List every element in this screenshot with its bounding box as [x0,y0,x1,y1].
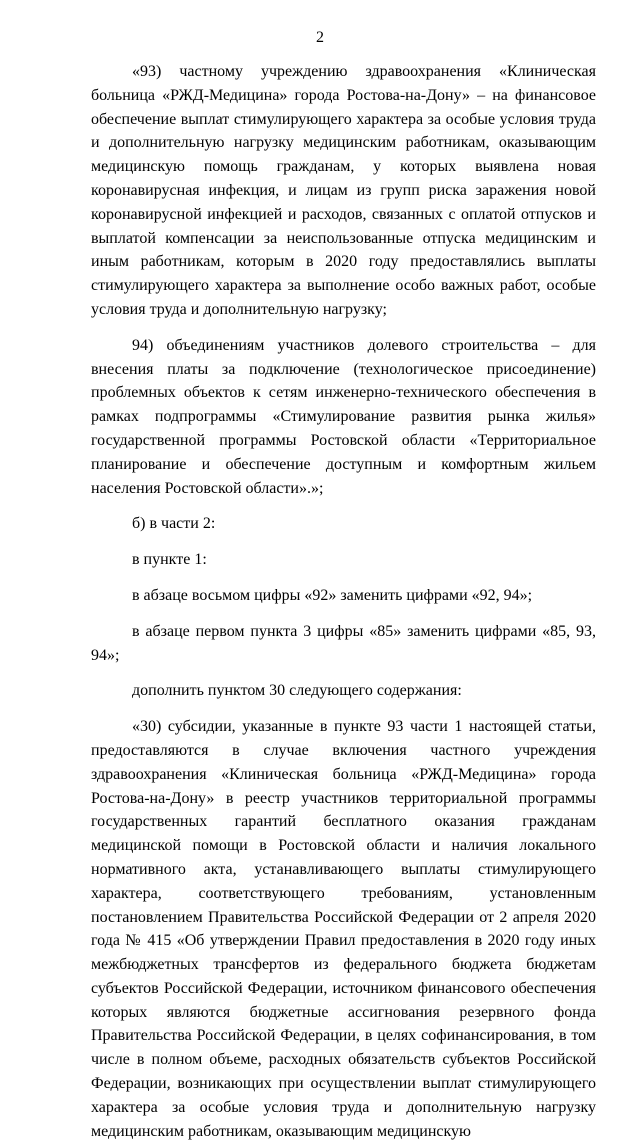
paragraph-amend-92: в абзаце восьмом цифры «92» заменить цифрами «92, 94»; [132,586,533,604]
paragraph-part-2: б) в части 2: [132,515,216,533]
paragraph-add-point-30: дополнить пунктом 30 следующего содержания: [132,682,462,700]
page-number: 2 [316,29,324,46]
paragraph-amend-85: в абзаце первом пункта 3 цифры «85» заменить цифрами «85, 93, 94»; [91,622,596,664]
paragraph-item-94: 94) объединениям участников долевого строительства – для внесения платы за подключение (технологическое присоединение) проблемных объектов к сетям инженерно-технического обеспечения в рамках подпрограммы «Стимулирование развития рынка жилья» государственной программы Ростовской области «Территориальное планирование и обеспечение доступным и комфортным жильем населения Ростовской области».»; [91,336,596,497]
paragraph-point-30: «30) субсидии, указанные в пункте 93 части 1 настоящей статьи, предоставляются в случае включения частного учреждения здравоохранения «Клиническая больница «РЖД-Медицина» города Ростова-на-Дону» в реестр участников территориальной программы государственных гарантий бесплатного оказания гражданам медицинской помощи в Ростовской области и наличия локального нормативного акта, устанавливающего выплаты стимулирующего характера, соответствующего требованиям, установленным постановлением Правительства Российской Федерации от 2 апреля 2020 года № 415 «Об утверждении Правил предоставления в 2020 году иных межбюджетных трансфертов из федерального бюджета бюджетам субъектов Российской Федерации, источником финансового обеспечения которых являются бюджетные ассигнования резервного фонда Правительства Российской Федерации, в целях софинансирования, в том числе в полном объеме, расходных обязательств субъектов Российской Федерации, возникающих при осуществлении выплат стимулирующего характера за особые условия труда и дополнительную нагрузку медицинским работникам, оказывающим медицинскую [91,718,596,1140]
paragraph-item-93: «93) частному учреждению здравоохранения «Клиническая больница «РЖД-Медицина» города Ростова-на-Дону» – на финансовое обеспечение выплат стимулирующего характера за особые условия труда и дополнительную нагрузку медицинским работникам, оказывающим медицинскую помощь гражданам, у которых выявлена новая коронавирусная инфекция, и лицам из групп риска заражения новой коронавирусной инфекцией и расходов, связанных с оплатой отпусков и выплатой компенсации за неиспользованные отпуска медицинским и иным работникам, которым в 2020 году предоставлялись выплаты стимулирующего характера за выполнение особо важных работ, особые условия труда и дополнительную нагрузку; [91,63,596,318]
paragraph-point-1: в пункте 1: [132,551,207,569]
document-body [91,60,596,1143]
